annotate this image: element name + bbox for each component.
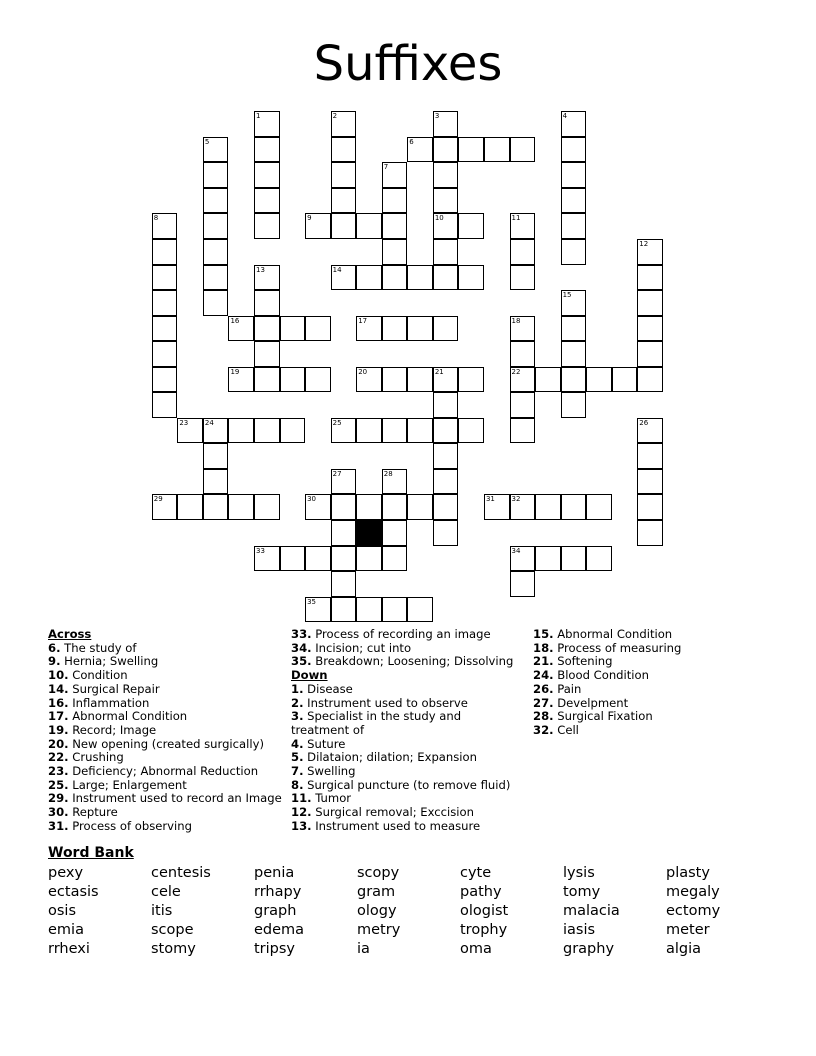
word-bank-word: pathy <box>460 884 502 900</box>
grid-cell[interactable] <box>382 546 408 572</box>
grid-cell[interactable] <box>510 137 536 163</box>
grid-cell[interactable] <box>331 520 357 546</box>
grid-cell[interactable] <box>561 392 587 418</box>
grid-cell-33[interactable] <box>254 546 280 572</box>
down-clue-32: 32. Cell <box>533 722 579 737</box>
grid-cell-17[interactable] <box>356 316 382 342</box>
grid-cell[interactable] <box>433 469 459 495</box>
word-bank-word: osis <box>48 903 77 919</box>
grid-cell[interactable] <box>586 367 612 393</box>
grid-cell-31[interactable] <box>484 494 510 520</box>
word-bank-word: megaly <box>666 884 720 900</box>
across-clue-6: 6. The study of <box>48 640 137 655</box>
grid-cell[interactable] <box>535 546 561 572</box>
word-bank-column <box>563 864 620 959</box>
word-bank-word: edema <box>254 922 305 938</box>
grid-cell[interactable] <box>382 213 408 239</box>
grid-cell[interactable] <box>203 265 229 291</box>
grid-cell-19[interactable] <box>228 367 254 393</box>
grid-cell[interactable] <box>152 316 178 342</box>
grid-cell[interactable] <box>356 546 382 572</box>
word-bank-word: ectomy <box>666 903 721 919</box>
clue-number: 14 <box>332 265 342 274</box>
grid-cell[interactable] <box>280 418 306 444</box>
word-bank-word: metry <box>357 922 401 938</box>
word-bank-word: iasis <box>563 922 596 938</box>
grid-cell[interactable] <box>458 418 484 444</box>
grid-cell[interactable] <box>433 418 459 444</box>
grid-cell-11[interactable] <box>510 213 536 239</box>
clue-number: 5 <box>204 137 210 146</box>
clue-number: 12 <box>639 239 649 248</box>
word-bank-word: itis <box>151 903 173 919</box>
grid-cell[interactable] <box>203 469 229 495</box>
grid-cell-3[interactable] <box>433 111 459 137</box>
grid-cell[interactable] <box>433 316 459 342</box>
down-clue-15: 15. Abnormal Condition <box>533 627 673 641</box>
clue-number: 15 <box>562 291 572 300</box>
clue-column-1 <box>48 628 282 834</box>
grid-cell[interactable] <box>535 494 561 520</box>
grid-cell[interactable] <box>561 367 587 393</box>
clue-number: 33 <box>256 546 265 555</box>
grid-cell[interactable] <box>382 418 408 444</box>
clue-number: 24 <box>204 418 214 427</box>
grid-cell[interactable] <box>458 265 484 291</box>
grid-cell-16[interactable] <box>228 316 254 342</box>
clue-number: 20 <box>358 367 368 376</box>
grid-cell-1[interactable] <box>254 111 280 137</box>
grid-cell[interactable] <box>331 188 357 214</box>
grid-cell[interactable] <box>637 469 663 495</box>
grid-cell[interactable] <box>331 571 357 597</box>
grid-cell[interactable] <box>407 494 433 520</box>
grid-cell[interactable] <box>407 265 433 291</box>
grid-cell[interactable] <box>331 137 357 163</box>
grid-cell[interactable] <box>228 418 254 444</box>
grid-cell-4[interactable] <box>561 111 587 137</box>
clue-number: 16 <box>230 316 240 325</box>
grid-cell[interactable] <box>203 290 229 316</box>
grid-cell[interactable] <box>356 213 382 239</box>
grid-cell[interactable] <box>152 265 178 291</box>
grid-cell[interactable] <box>458 367 484 393</box>
grid-cell[interactable] <box>331 494 357 520</box>
clue-number: 26 <box>639 418 649 427</box>
grid-cell[interactable] <box>356 494 382 520</box>
grid-cell-32[interactable] <box>510 494 536 520</box>
word-bank-column <box>254 864 304 959</box>
grid-cell[interactable] <box>433 239 459 265</box>
word-bank-word: centesis <box>151 865 211 881</box>
grid-cell[interactable] <box>228 494 254 520</box>
grid-cell[interactable] <box>280 316 306 342</box>
word-bank-word: lysis <box>563 865 595 881</box>
grid-cell[interactable] <box>637 520 663 546</box>
grid-cell-14[interactable] <box>331 265 357 291</box>
grid-cell[interactable] <box>280 367 306 393</box>
clue-number: 6 <box>409 137 414 146</box>
grid-cell-29[interactable] <box>152 494 178 520</box>
grid-cell[interactable] <box>382 494 408 520</box>
grid-cell[interactable] <box>356 597 382 623</box>
grid-cell[interactable] <box>561 316 587 342</box>
word-bank-word: meter <box>666 922 710 938</box>
grid-cell[interactable] <box>152 239 178 265</box>
down-clue-12: 12. Surgical removal; Exccision <box>291 805 474 820</box>
grid-cell[interactable] <box>203 239 229 265</box>
clue-number: 10 <box>434 214 444 223</box>
grid-cell[interactable] <box>254 418 280 444</box>
down-clue-28: 28. Surgical Fixation <box>533 709 653 724</box>
grid-cell-13[interactable] <box>254 265 280 291</box>
clue-column-3 <box>533 628 681 738</box>
grid-cell[interactable] <box>152 392 178 418</box>
grid-cell[interactable] <box>254 367 280 393</box>
word-bank-word: gram <box>357 884 396 900</box>
across-clue-20: 20. New opening (created surgically) <box>48 736 264 751</box>
grid-cell-27[interactable] <box>331 469 357 495</box>
grid-cell[interactable] <box>152 290 178 316</box>
word-bank-column <box>151 864 211 959</box>
word-bank-word: ectasis <box>48 884 99 900</box>
grid-cell[interactable] <box>561 341 587 367</box>
grid-cell[interactable] <box>535 367 561 393</box>
grid-cell[interactable] <box>254 162 280 188</box>
word-bank-word: cyte <box>460 865 492 881</box>
clue-number: 27 <box>332 469 342 478</box>
clue-column-2 <box>291 628 513 834</box>
word-bank-word: pexy <box>48 865 84 881</box>
word-bank-word: stomy <box>151 941 196 957</box>
word-bank-word: tripsy <box>254 941 296 957</box>
word-bank-column <box>48 864 99 959</box>
word-bank-column <box>460 864 508 959</box>
clue-number: 19 <box>230 367 240 376</box>
across-clue-14: 14. Surgical Repair <box>48 681 160 696</box>
grid-cell[interactable] <box>510 239 536 265</box>
grid-cell[interactable] <box>510 265 536 291</box>
clue-number: 3 <box>434 112 440 121</box>
grid-cell[interactable] <box>152 341 178 367</box>
grid-cell-7[interactable] <box>382 162 408 188</box>
down-clue-4: 4. Suture <box>291 736 346 751</box>
across-clue-16: 16. Inflammation <box>48 695 150 710</box>
across-clue-35: 35. Breakdown; Loosening; Dissolving <box>291 654 514 669</box>
grid-cell[interactable] <box>331 213 357 239</box>
grid-cell[interactable] <box>433 265 459 291</box>
word-bank-word: cele <box>151 884 181 900</box>
word-bank-column <box>666 864 720 959</box>
grid-cell[interactable] <box>637 265 663 291</box>
grid-cell[interactable] <box>356 418 382 444</box>
grid-cell[interactable] <box>586 494 612 520</box>
clue-number: 1 <box>256 112 261 121</box>
clue-number: 18 <box>511 316 521 325</box>
grid-cell-23[interactable] <box>177 418 203 444</box>
grid-cell-5[interactable] <box>203 137 229 163</box>
grid-cell[interactable] <box>510 341 536 367</box>
grid-cell[interactable] <box>254 137 280 163</box>
grid-cell[interactable] <box>305 367 331 393</box>
grid-cell-12[interactable] <box>637 239 663 265</box>
word-bank-word: emia <box>48 922 84 938</box>
grid-cell[interactable] <box>254 213 280 239</box>
grid-cell[interactable] <box>433 392 459 418</box>
grid-cell[interactable] <box>203 494 229 520</box>
grid-cell[interactable] <box>203 213 229 239</box>
clue-number: 28 <box>383 469 393 478</box>
word-bank-word: graph <box>254 903 297 919</box>
down-heading: Down <box>291 668 328 683</box>
page-title: Suffixes <box>313 36 503 92</box>
grid-cell-15[interactable] <box>561 290 587 316</box>
grid-cell-28[interactable] <box>382 469 408 495</box>
grid-cell[interactable] <box>254 188 280 214</box>
clue-number: 17 <box>358 316 368 325</box>
across-clue-25: 25. Large; Enlargement <box>48 777 187 792</box>
down-clue-2: 2. Instrument used to observe <box>291 695 468 710</box>
across-clue-30: 30. Repture <box>48 805 118 820</box>
across-clue-10: 10. Condition <box>48 668 128 683</box>
across-clue-23: 23. Deficiency; Abnormal Reduction <box>48 764 259 779</box>
grid-cell[interactable] <box>177 494 203 520</box>
clue-number: 21 <box>434 367 444 376</box>
grid-cell[interactable] <box>561 137 587 163</box>
grid-cell[interactable] <box>637 316 663 342</box>
grid-cell[interactable] <box>254 290 280 316</box>
grid-cell-18[interactable] <box>510 316 536 342</box>
grid-cell[interactable] <box>254 494 280 520</box>
word-bank-word: rrhexi <box>48 941 90 957</box>
grid-cell[interactable] <box>305 546 331 572</box>
grid-cell[interactable] <box>561 546 587 572</box>
clue-number: 35 <box>307 597 317 606</box>
grid-cell[interactable] <box>203 162 229 188</box>
clue-number: 30 <box>307 495 317 504</box>
grid-cell-25[interactable] <box>331 418 357 444</box>
down-clue-3: 3. Specialist in the study and treatment of <box>291 709 462 737</box>
across-clue-29: 29. Instrument used to record an Image <box>48 791 282 806</box>
grid-cell[interactable] <box>254 341 280 367</box>
grid-cell-20[interactable] <box>356 367 382 393</box>
down-clue-11: 11. Tumor <box>291 791 352 806</box>
grid-cell[interactable] <box>637 443 663 469</box>
grid-cell[interactable] <box>407 367 433 393</box>
across-heading: Across <box>48 627 92 641</box>
grid-cell-9[interactable] <box>305 213 331 239</box>
clue-number: 2 <box>332 112 338 121</box>
clue-number: 22 <box>511 367 521 376</box>
word-bank-word: algia <box>666 941 702 957</box>
across-clue-19: 19. Record; Image <box>48 722 157 737</box>
down-clue-13: 13. Instrument used to measure <box>291 818 481 833</box>
grid-cell-22[interactable] <box>510 367 536 393</box>
grid-cell-30[interactable] <box>305 494 331 520</box>
grid-cell-24[interactable] <box>203 418 229 444</box>
grid-cell[interactable] <box>433 443 459 469</box>
grid-cell[interactable] <box>458 213 484 239</box>
clue-number: 34 <box>511 546 521 555</box>
grid-cell-34[interactable] <box>510 546 536 572</box>
across-clue-17: 17. Abnormal Condition <box>48 709 188 724</box>
down-clue-24: 24. Blood Condition <box>533 668 649 683</box>
grid-cell-26[interactable] <box>637 418 663 444</box>
grid-cell[interactable] <box>382 316 408 342</box>
word-bank-word: tomy <box>563 884 601 900</box>
down-clue-1: 1. Disease <box>291 681 353 696</box>
grid-cell[interactable] <box>458 137 484 163</box>
grid-cell[interactable] <box>254 316 280 342</box>
grid-cell-blocked <box>356 520 382 546</box>
grid-cell[interactable] <box>356 265 382 291</box>
grid-cell[interactable] <box>305 316 331 342</box>
grid-cell[interactable] <box>280 546 306 572</box>
grid-cell[interactable] <box>484 137 510 163</box>
down-clue-5: 5. Dilataion; dilation; Expansion <box>291 750 477 765</box>
grid-cell-35[interactable] <box>305 597 331 623</box>
clue-number: 11 <box>511 214 521 223</box>
grid-cell[interactable] <box>407 418 433 444</box>
across-clue-33: 33. Process of recording an image <box>291 627 491 641</box>
clue-number: 32 <box>511 495 521 504</box>
across-clue-22: 22. Crushing <box>48 750 124 765</box>
grid-cell[interactable] <box>637 290 663 316</box>
grid-cell-21[interactable] <box>433 367 459 393</box>
down-clue-7: 7. Swelling <box>291 764 356 779</box>
grid-cell[interactable] <box>637 494 663 520</box>
grid-cell[interactable] <box>203 443 229 469</box>
down-clue-21: 21. Softening <box>533 654 613 669</box>
word-bank-word: penia <box>254 865 295 881</box>
down-clue-8: 8. Surgical puncture (to remove fluid) <box>291 777 511 792</box>
word-bank-word: scope <box>151 922 194 938</box>
across-clue-9: 9. Hernia; Swelling <box>48 654 159 669</box>
grid-cell[interactable] <box>331 546 357 572</box>
grid-cell[interactable] <box>433 188 459 214</box>
clue-number: 31 <box>485 495 495 504</box>
grid-cell[interactable] <box>510 418 536 444</box>
word-bank-word: ology <box>357 903 397 919</box>
grid-cell[interactable] <box>637 367 663 393</box>
down-clue-26: 26. Pain <box>533 681 582 696</box>
grid-cell-10[interactable] <box>433 213 459 239</box>
word-bank-word: rrhapy <box>254 884 302 900</box>
grid-cell[interactable] <box>561 239 587 265</box>
clue-number: 7 <box>383 163 389 172</box>
clue-number: 23 <box>179 418 189 427</box>
clue-number: 25 <box>332 418 342 427</box>
grid-cell[interactable] <box>612 367 638 393</box>
grid-cell[interactable] <box>561 162 587 188</box>
grid-cell[interactable] <box>586 546 612 572</box>
grid-cell[interactable] <box>382 188 408 214</box>
word-bank-title: Word Bank <box>48 845 134 861</box>
word-bank-column <box>357 864 400 959</box>
word-bank-word: oma <box>460 941 492 957</box>
grid-cell[interactable] <box>561 494 587 520</box>
clue-number: 29 <box>153 495 163 504</box>
grid-cell[interactable] <box>203 188 229 214</box>
word-bank-word: plasty <box>666 865 710 881</box>
grid-cell[interactable] <box>433 162 459 188</box>
grid-cell[interactable] <box>510 392 536 418</box>
grid-cell[interactable] <box>510 571 536 597</box>
grid-cell[interactable] <box>382 597 408 623</box>
clue-number: 9 <box>307 214 312 223</box>
grid-cell[interactable] <box>331 162 357 188</box>
clue-number: 8 <box>153 214 159 223</box>
grid-cell[interactable] <box>561 213 587 239</box>
grid-cell[interactable] <box>407 316 433 342</box>
across-clue-31: 31. Process of observing <box>48 818 192 833</box>
word-bank-word: scopy <box>357 865 400 881</box>
grid-cell[interactable] <box>407 597 433 623</box>
grid-cell-2[interactable] <box>331 111 357 137</box>
word-bank-word: trophy <box>460 922 508 938</box>
grid-cell[interactable] <box>637 341 663 367</box>
grid-cell[interactable] <box>433 137 459 163</box>
word-bank-word: graphy <box>563 941 615 957</box>
down-clue-18: 18. Process of measuring <box>533 640 682 655</box>
grid-cell[interactable] <box>331 597 357 623</box>
clue-number: 4 <box>562 112 568 121</box>
grid-cell[interactable] <box>561 188 587 214</box>
grid-cell[interactable] <box>382 367 408 393</box>
grid-cell[interactable] <box>382 265 408 291</box>
grid-cell[interactable] <box>382 239 408 265</box>
across-clue-34: 34. Incision; cut into <box>291 640 412 655</box>
word-bank-word: ia <box>357 941 370 957</box>
word-bank-word: malacia <box>563 903 620 919</box>
grid-cell[interactable] <box>152 367 178 393</box>
grid-cell[interactable] <box>433 494 459 520</box>
grid-cell[interactable] <box>382 520 408 546</box>
clue-number: 13 <box>256 265 265 274</box>
word-bank-word: ologist <box>460 903 509 919</box>
grid-cell[interactable] <box>433 520 459 546</box>
down-clue-27: 27. Develpment <box>533 695 629 710</box>
grid-cell-8[interactable] <box>152 213 178 239</box>
grid-cell-6[interactable] <box>407 137 433 163</box>
